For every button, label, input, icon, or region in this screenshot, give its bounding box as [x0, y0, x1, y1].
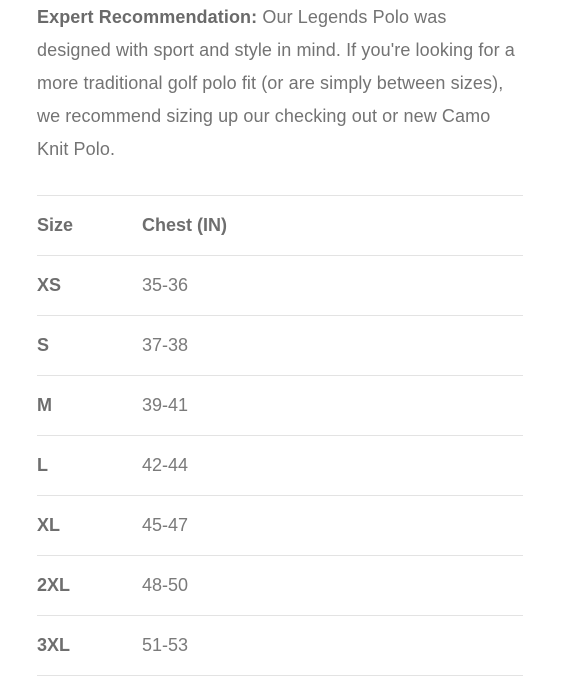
- table-row: [37, 436, 523, 496]
- size-chart-table: [37, 195, 523, 676]
- size-cell: S: [37, 316, 142, 376]
- chest-cell: 39-41: [142, 376, 523, 436]
- chest-cell: 42-44: [142, 436, 523, 496]
- size-cell: 3XL: [37, 616, 142, 676]
- table-header-row: [37, 196, 523, 256]
- size-cell: XL: [37, 496, 142, 556]
- table-row: [37, 316, 523, 376]
- column-header-size: Size: [37, 196, 142, 256]
- size-cell: M: [37, 376, 142, 436]
- chest-cell: 37-38: [142, 316, 523, 376]
- chest-cell: 51-53: [142, 616, 523, 676]
- chest-cell: 35-36: [142, 256, 523, 316]
- table-row: [37, 496, 523, 556]
- column-header-chest: Chest (IN): [142, 196, 523, 256]
- chest-cell: 45-47: [142, 496, 523, 556]
- size-cell: XS: [37, 256, 142, 316]
- size-cell: 2XL: [37, 556, 142, 616]
- recommendation-text: Our Legends Polo was designed with sport and style in mind. If you're looking for a more traditional golf polo fit (or are simply between sizes), we recommend sizing up our checking out or new Camo Knit Polo.: [37, 7, 515, 159]
- recommendation-label: Expert Recommendation:: [37, 7, 258, 27]
- expert-recommendation: [37, 0, 523, 166]
- size-cell: L: [37, 436, 142, 496]
- table-row: [37, 256, 523, 316]
- table-row: [37, 616, 523, 676]
- table-row: [37, 556, 523, 616]
- table-row: [37, 376, 523, 436]
- chest-cell: 48-50: [142, 556, 523, 616]
- size-guide: [37, 0, 523, 655]
